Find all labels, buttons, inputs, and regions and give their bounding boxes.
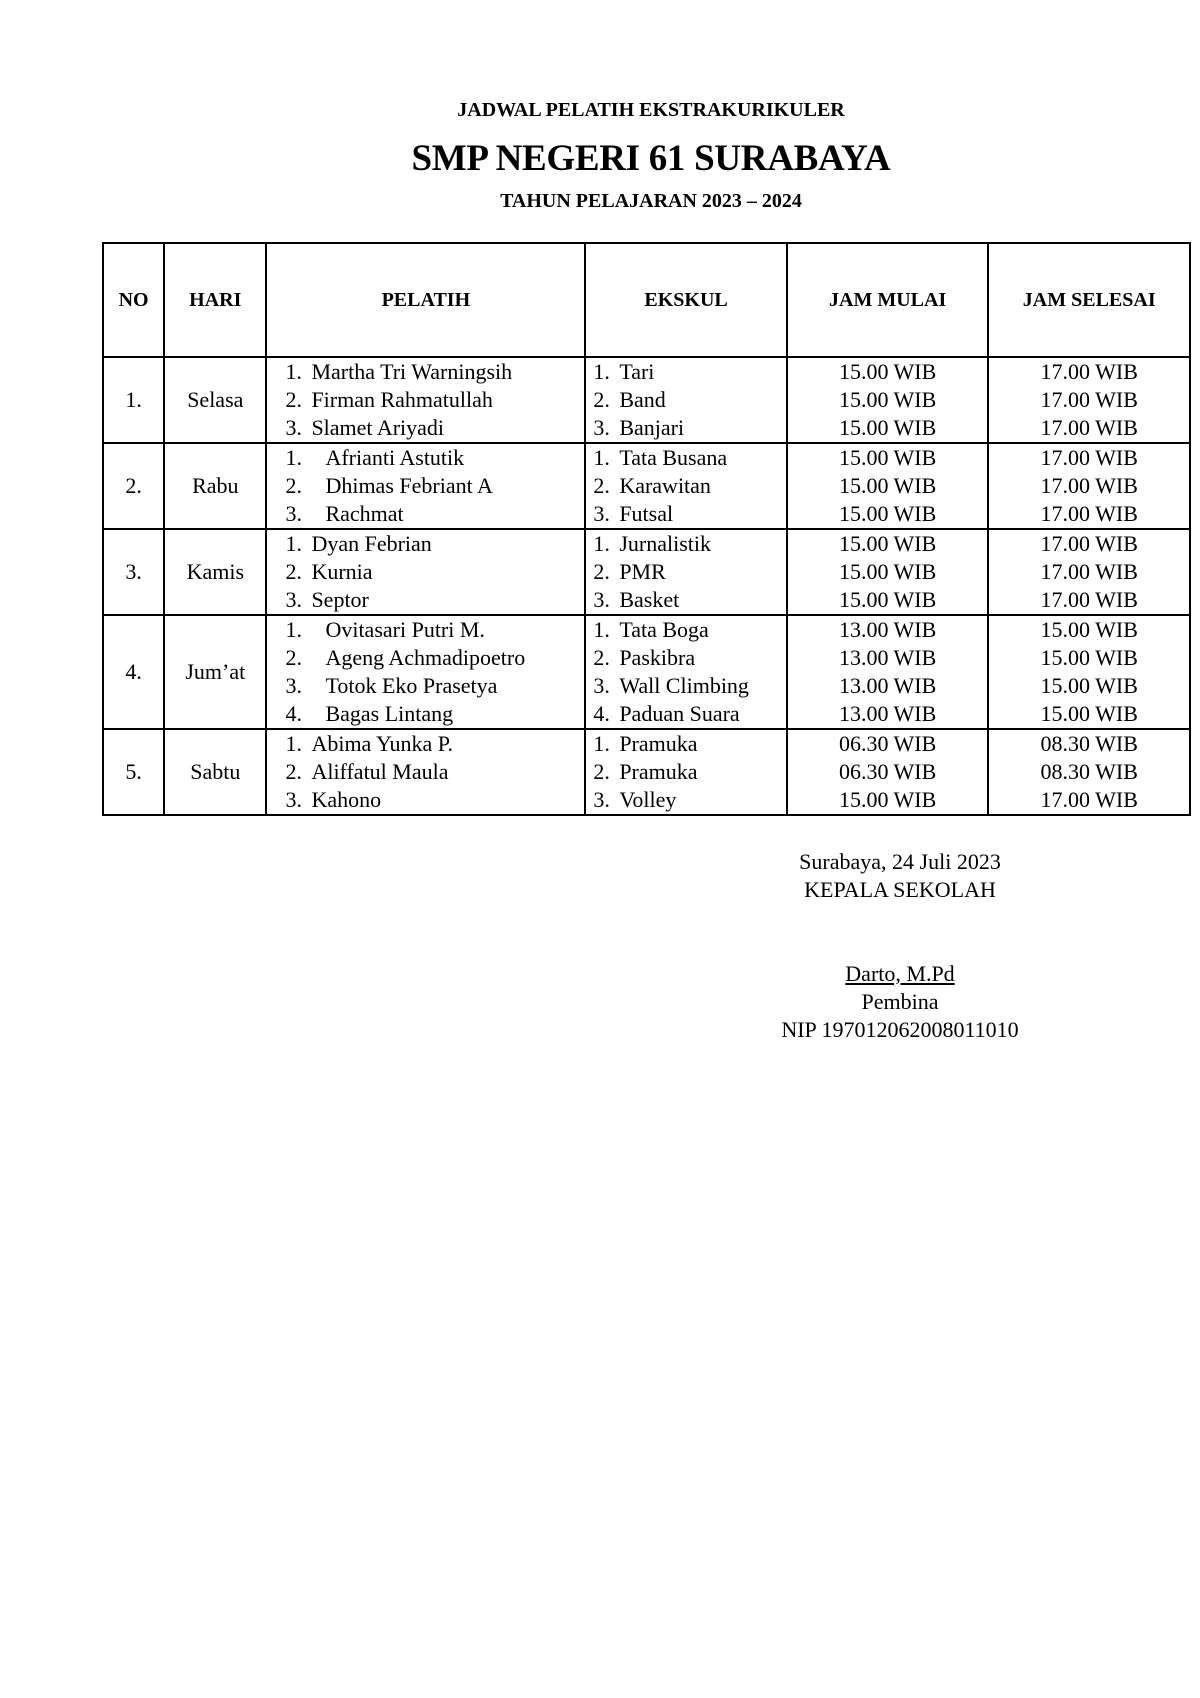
cell-ekskul-line xyxy=(586,586,786,614)
cell-jam-mulai-line: 13.00 WIB xyxy=(838,673,937,698)
signature-place-date: Surabaya, 24 Juli 2023 xyxy=(799,849,1001,874)
cell-jam-selesai-line: 17.00 WIB xyxy=(1040,473,1138,498)
table-header-row xyxy=(103,243,1190,357)
cell-pelatih-line xyxy=(267,358,584,386)
cell-pelatih-line xyxy=(267,414,584,442)
cell-pelatih-line xyxy=(267,500,584,528)
cell-ekskul-line xyxy=(586,414,786,442)
list-text: Tata Boga xyxy=(619,617,709,642)
cell-no: 1. xyxy=(103,357,164,443)
cell-ekskul-line xyxy=(586,500,786,528)
cell-jam-selesai-line: 17.00 WIB xyxy=(1040,787,1138,812)
signature-block-top xyxy=(740,848,1060,904)
cell-ekskul-line xyxy=(586,444,786,472)
table-row xyxy=(103,529,1190,615)
cell-ekskul xyxy=(585,529,787,615)
list-text: Bagas Lintang xyxy=(325,701,454,726)
list-number: 1. xyxy=(285,445,302,470)
list-number: 1. xyxy=(285,359,302,384)
list-number: 1. xyxy=(593,731,610,756)
table-row xyxy=(103,615,1190,729)
cell-ekskul xyxy=(585,615,787,729)
table-row xyxy=(103,729,1190,815)
cell-hari: Rabu xyxy=(164,443,266,529)
cell-jam-selesai-line: 17.00 WIB xyxy=(1040,415,1138,440)
list-number: 4. xyxy=(285,701,302,726)
cell-jam-selesai-line: 15.00 WIB xyxy=(1040,701,1138,726)
cell-jam-selesai-line: 17.00 WIB xyxy=(1040,531,1138,556)
cell-ekskul-line xyxy=(586,558,786,586)
list-number: 3. xyxy=(593,415,610,440)
list-number: 2. xyxy=(593,645,610,670)
cell-jam-mulai xyxy=(787,357,989,443)
list-number: 1. xyxy=(285,531,302,556)
cell-jam-mulai xyxy=(787,443,989,529)
school-name: SMP NEGERI 61 SURABAYA xyxy=(411,138,891,179)
cell-ekskul xyxy=(585,729,787,815)
cell-pelatih-line xyxy=(267,644,584,672)
list-number: 1. xyxy=(593,617,610,642)
cell-pelatih xyxy=(266,357,585,443)
list-number: 1. xyxy=(593,445,610,470)
list-number: 2. xyxy=(285,387,302,412)
column-header-no: NO xyxy=(103,243,164,357)
cell-jam-mulai xyxy=(787,729,989,815)
list-number: 2. xyxy=(285,645,302,670)
cell-jam-mulai-line: 15.00 WIB xyxy=(838,787,937,812)
list-text: Karawitan xyxy=(619,473,711,498)
cell-pelatih-line xyxy=(267,558,584,586)
list-number: 3. xyxy=(593,587,610,612)
cell-ekskul-line xyxy=(586,616,786,644)
cell-jam-selesai xyxy=(988,443,1190,529)
list-number: 2. xyxy=(593,473,610,498)
cell-jam-mulai-line: 15.00 WIB xyxy=(838,587,937,612)
list-text: Jurnalistik xyxy=(619,531,711,556)
list-text: Ageng Achmadipoetro xyxy=(325,645,526,670)
list-text: Kahono xyxy=(311,787,382,812)
list-number: 3. xyxy=(285,501,302,526)
list-text: Band xyxy=(619,387,666,412)
list-text: Pramuka xyxy=(619,759,698,784)
cell-pelatih-line xyxy=(267,786,584,814)
cell-hari: Jum’at xyxy=(164,615,266,729)
cell-pelatih xyxy=(266,615,585,729)
list-number: 3. xyxy=(593,787,610,812)
cell-jam-selesai xyxy=(988,615,1190,729)
list-text: Martha Tri Warningsih xyxy=(311,359,513,384)
cell-jam-selesai-line: 17.00 WIB xyxy=(1040,559,1138,584)
cell-pelatih-line xyxy=(267,386,584,414)
schedule-table xyxy=(102,242,1191,816)
list-number: 1. xyxy=(285,617,302,642)
list-text: Kurnia xyxy=(311,559,373,584)
cell-jam-selesai xyxy=(988,729,1190,815)
cell-jam-mulai-line: 15.00 WIB xyxy=(838,559,937,584)
cell-jam-mulai-line: 06.30 WIB xyxy=(838,731,937,756)
list-number: 2. xyxy=(593,759,610,784)
signature-position: KEPALA SEKOLAH xyxy=(804,877,996,902)
list-number: 3. xyxy=(593,673,610,698)
cell-pelatih xyxy=(266,729,585,815)
list-number: 2. xyxy=(285,473,302,498)
list-number: 1. xyxy=(593,359,610,384)
cell-hari: Kamis xyxy=(164,529,266,615)
cell-jam-mulai-line: 15.00 WIB xyxy=(838,359,937,384)
signature-block-bottom xyxy=(740,960,1060,1044)
schedule-body xyxy=(103,357,1190,815)
cell-no: 5. xyxy=(103,729,164,815)
list-text: Tari xyxy=(619,359,655,384)
cell-pelatih-line xyxy=(267,700,584,728)
cell-ekskul-line xyxy=(586,644,786,672)
cell-jam-selesai-line: 17.00 WIB xyxy=(1040,387,1138,412)
signatory-rank: Pembina xyxy=(861,989,939,1014)
list-text: Abima Yunka P. xyxy=(311,731,454,756)
cell-jam-selesai-line: 15.00 WIB xyxy=(1040,617,1138,642)
document-title: JADWAL PELATIH EKSTRAKURIKULER xyxy=(457,99,845,121)
cell-pelatih xyxy=(266,529,585,615)
cell-no: 3. xyxy=(103,529,164,615)
cell-jam-mulai-line: 13.00 WIB xyxy=(838,645,937,670)
list-number: 2. xyxy=(593,559,610,584)
cell-ekskul-line xyxy=(586,700,786,728)
cell-pelatih xyxy=(266,443,585,529)
cell-jam-mulai-line: 15.00 WIB xyxy=(838,531,937,556)
list-number: 1. xyxy=(593,531,610,556)
cell-pelatih-line xyxy=(267,530,584,558)
cell-jam-mulai-line: 15.00 WIB xyxy=(838,387,937,412)
cell-pelatih-line xyxy=(267,586,584,614)
cell-pelatih-line xyxy=(267,472,584,500)
cell-hari: Selasa xyxy=(164,357,266,443)
list-text: Banjari xyxy=(619,415,685,440)
table-row xyxy=(103,357,1190,443)
list-text: Paskibra xyxy=(619,645,696,670)
cell-ekskul-line xyxy=(586,530,786,558)
list-number: 4. xyxy=(593,701,610,726)
cell-jam-mulai-line: 15.00 WIB xyxy=(838,415,937,440)
list-number: 3. xyxy=(285,787,302,812)
column-header-ekskul: EKSKUL xyxy=(585,243,787,357)
cell-hari: Sabtu xyxy=(164,729,266,815)
cell-jam-selesai-line: 08.30 WIB xyxy=(1040,759,1138,784)
academic-year: TAHUN PELAJARAN 2023 – 2024 xyxy=(500,190,802,212)
cell-jam-mulai-line: 13.00 WIB xyxy=(838,701,937,726)
list-text: Afrianti Astutik xyxy=(325,445,465,470)
cell-pelatih-line xyxy=(267,616,584,644)
cell-pelatih-line xyxy=(267,730,584,758)
list-text: Slamet Ariyadi xyxy=(311,415,445,440)
cell-jam-mulai-line: 15.00 WIB xyxy=(838,473,937,498)
list-number: 3. xyxy=(285,587,302,612)
list-number: 3. xyxy=(285,673,302,698)
cell-ekskul xyxy=(585,443,787,529)
list-text: Firman Rahmatullah xyxy=(311,387,493,412)
cell-ekskul-line xyxy=(586,386,786,414)
cell-ekskul-line xyxy=(586,758,786,786)
cell-jam-mulai xyxy=(787,615,989,729)
cell-ekskul-line xyxy=(586,730,786,758)
list-text: Futsal xyxy=(619,501,674,526)
cell-jam-selesai xyxy=(988,529,1190,615)
cell-jam-mulai-line: 13.00 WIB xyxy=(838,617,937,642)
list-number: 3. xyxy=(593,501,610,526)
list-number: 3. xyxy=(285,415,302,440)
cell-jam-selesai-line: 15.00 WIB xyxy=(1040,645,1138,670)
cell-ekskul-line xyxy=(586,672,786,700)
list-text: Rachmat xyxy=(325,501,404,526)
cell-jam-selesai xyxy=(988,357,1190,443)
table-row xyxy=(103,443,1190,529)
list-text: Wall Climbing xyxy=(619,673,749,698)
list-text: Tata Busana xyxy=(619,445,728,470)
list-number: 1. xyxy=(285,731,302,756)
list-text: PMR xyxy=(619,559,666,584)
list-text: Pramuka xyxy=(619,731,698,756)
signatory-name: Darto, M.Pd xyxy=(845,961,955,986)
cell-jam-mulai-line: 15.00 WIB xyxy=(838,501,937,526)
cell-jam-selesai-line: 15.00 WIB xyxy=(1040,673,1138,698)
cell-no: 2. xyxy=(103,443,164,529)
list-number: 2. xyxy=(285,759,302,784)
column-header-jam-selesai: JAM SELESAI xyxy=(988,243,1190,357)
column-header-pelatih: PELATIH xyxy=(266,243,585,357)
cell-jam-selesai-line: 17.00 WIB xyxy=(1040,501,1138,526)
cell-pelatih-line xyxy=(267,758,584,786)
column-header-hari: HARI xyxy=(164,243,266,357)
list-text: Dyan Febrian xyxy=(311,531,432,556)
cell-ekskul xyxy=(585,357,787,443)
cell-ekskul-line xyxy=(586,358,786,386)
cell-ekskul-line xyxy=(586,786,786,814)
list-text: Totok Eko Prasetya xyxy=(325,673,498,698)
list-text: Dhimas Febriant A xyxy=(325,473,493,498)
cell-jam-selesai-line: 17.00 WIB xyxy=(1040,359,1138,384)
signatory-nip: NIP 197012062008011010 xyxy=(781,1017,1019,1042)
list-text: Ovitasari Putri M. xyxy=(325,617,485,642)
cell-pelatih-line xyxy=(267,444,584,472)
cell-jam-selesai-line: 08.30 WIB xyxy=(1040,731,1138,756)
list-text: Volley xyxy=(619,787,677,812)
cell-pelatih-line xyxy=(267,672,584,700)
cell-jam-mulai xyxy=(787,529,989,615)
list-text: Paduan Suara xyxy=(619,701,740,726)
list-text: Aliffatul Maula xyxy=(311,759,449,784)
list-text: Basket xyxy=(619,587,680,612)
column-header-jam-mulai: JAM MULAI xyxy=(787,243,989,357)
cell-jam-selesai-line: 17.00 WIB xyxy=(1040,587,1138,612)
list-number: 2. xyxy=(285,559,302,584)
list-number: 2. xyxy=(593,387,610,412)
cell-jam-mulai-line: 15.00 WIB xyxy=(838,445,937,470)
cell-ekskul-line xyxy=(586,472,786,500)
cell-jam-mulai-line: 06.30 WIB xyxy=(838,759,937,784)
list-text: Septor xyxy=(311,587,369,612)
cell-jam-selesai-line: 17.00 WIB xyxy=(1040,445,1138,470)
cell-no: 4. xyxy=(103,615,164,729)
